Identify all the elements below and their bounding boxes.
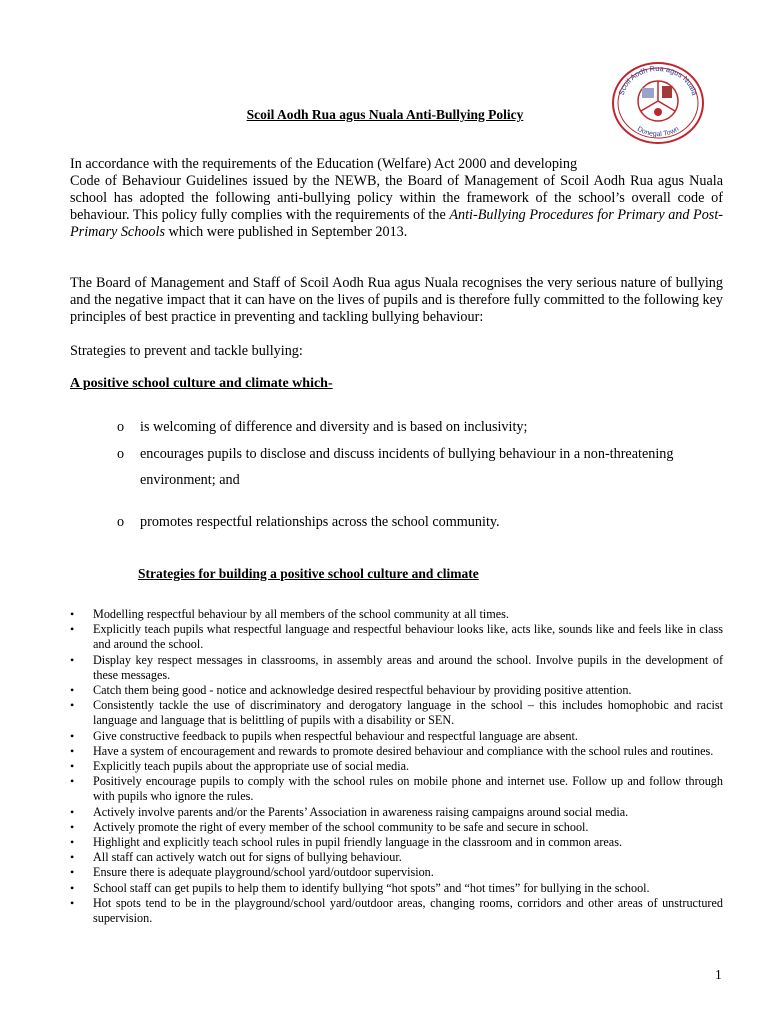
list-item-text: Hot spots tend to be in the playground/school yard/outdoor areas, changing rooms, corridors and other areas of unstructured supervision. (93, 895, 723, 926)
bullet-icon: • (70, 683, 75, 698)
intro-italic-title: Anti-Bullying Procedures for Primary and Post-Primary Schools (70, 207, 723, 240)
list-item (70, 729, 723, 744)
page-number: 1 (715, 967, 722, 982)
bullet-icon: • (70, 819, 75, 834)
list-item-text: Catch them being good - notice and acknowledge desired respectful behaviour by providing positive attention. (93, 683, 632, 698)
list-item (70, 805, 723, 820)
list-item-text: School staff can get pupils to help them to identify bullying “hot spots” and “hot times” for bullying in the school. (93, 880, 650, 895)
list-item (70, 850, 723, 865)
bullet-icon: • (70, 850, 75, 865)
building-heading: Strategies for building a positive school culture and climate (138, 566, 479, 581)
intro-text: Code of Behaviour Guidelines issued by the NEWB, the Board of Management of Scoil Aodh Rua agus Nuala school has adopted the following anti-bullying policy within the framework of the school’s overall code of behaviour. This policy fully complies with the requirements of the (70, 173, 723, 223)
list-item (70, 881, 723, 896)
list-item-text: Display key respect messages in classrooms, in assembly areas and around the school. Involve pupils in the development of these messages. (93, 652, 723, 682)
culture-heading: A positive school culture and climate which- (70, 376, 333, 391)
building-strategies-list (70, 607, 723, 926)
list-item (70, 835, 723, 850)
list-item (70, 759, 723, 774)
bullet-icon: • (70, 728, 75, 743)
bullet-icon: • (70, 774, 75, 789)
list-item-text: Actively involve parents and/or the Parents’ Association in awareness raising campaigns around social media. (93, 804, 629, 819)
list-marker: o (117, 419, 125, 435)
list-item (70, 865, 723, 880)
culture-item-text: promotes respectful relationships across the school community. (140, 514, 500, 530)
bullet-icon: • (70, 759, 75, 774)
intro-paragraph (70, 156, 723, 241)
bullet-icon: • (70, 622, 75, 637)
list-item (70, 774, 723, 804)
list-item-text: Actively promote the right of every member of the school community to be safe and secure in school. (93, 819, 589, 834)
strategies-intro: Strategies to prevent and tackle bullying: (70, 343, 303, 359)
list-item-text: Explicitly teach pupils what respectful language and respectful behaviour looks like, acts like, sounds like and feels like in class and around the school. (93, 622, 723, 652)
list-item-text: All staff can actively watch out for signs of bullying behaviour. (93, 850, 402, 865)
culture-item-text: is welcoming of difference and diversity and is based on inclusivity; (140, 419, 528, 435)
list-item (70, 622, 723, 652)
list-item (70, 744, 723, 759)
crest-top-text: Scoil Aodh Rua agus Nuala (616, 63, 700, 97)
list-item-text: Modelling respectful behaviour by all members of the school community at all times. (93, 607, 509, 621)
list-item (70, 683, 723, 698)
list-item-text: Have a system of encouragement and rewards to promote desired behaviour and compliance with the school rules and routines. (93, 743, 714, 758)
list-item-text: Highlight and explicitly teach school rules in pupil friendly language in the classroom and in common areas. (93, 835, 623, 850)
list-marker: o (117, 514, 125, 530)
school-crest-logo (611, 61, 705, 145)
intro-first-line: In accordance with the requirements of the Education (Welfare) Act 2000 and developing (70, 156, 578, 172)
list-item-text: Consistently tackle the use of discriminatory and derogatory language in the school – this includes homophobic and racist language and language that is belittling of pupils with a disability or SEN. (93, 698, 723, 728)
bullet-icon: • (70, 895, 75, 910)
list-item (70, 820, 723, 835)
document-title: Scoil Aodh Rua agus Nuala Anti-Bullying Policy (246, 107, 524, 122)
bullet-icon: • (70, 804, 75, 819)
list-item-text: Positively encourage pupils to comply with the school rules on mobile phone and internet use. Follow up and follow through with pupils who ignore the rules. (93, 774, 723, 804)
bullet-icon: • (70, 607, 75, 621)
bullet-icon: • (70, 880, 75, 895)
list-item-text: Give constructive feedback to pupils when respectful behaviour and respectful language are absent. (93, 728, 578, 743)
list-item (70, 896, 723, 926)
intro-text-end: which were published in September 2013. (164, 224, 408, 240)
list-item (70, 698, 723, 728)
list-item-text: Explicitly teach pupils about the appropriate use of social media. (93, 759, 410, 774)
crest-bottom-text: Donegal Town (635, 125, 681, 139)
culture-item-text: encourages pupils to disclose and discuss incidents of bullying behaviour in a non-threatening environment; and (140, 446, 674, 488)
principles-paragraph: The Board of Management and Staff of Scoil Aodh Rua agus Nuala recognises the very serious nature of bullying and the negative impact that it can have on the lives of pupils and is therefore fully committed to the following key principles of best practice in preventing and tackling bullying behaviour: (70, 275, 723, 325)
bullet-icon: • (70, 743, 75, 758)
list-item (70, 653, 723, 683)
list-item-text: Ensure there is adequate playground/school yard/outdoor supervision. (93, 865, 434, 880)
bullet-icon: • (70, 698, 75, 713)
list-marker: o (117, 446, 125, 462)
bullet-icon: • (70, 865, 75, 880)
bullet-icon: • (70, 652, 75, 667)
bullet-icon: • (70, 835, 75, 850)
list-item (70, 607, 723, 622)
